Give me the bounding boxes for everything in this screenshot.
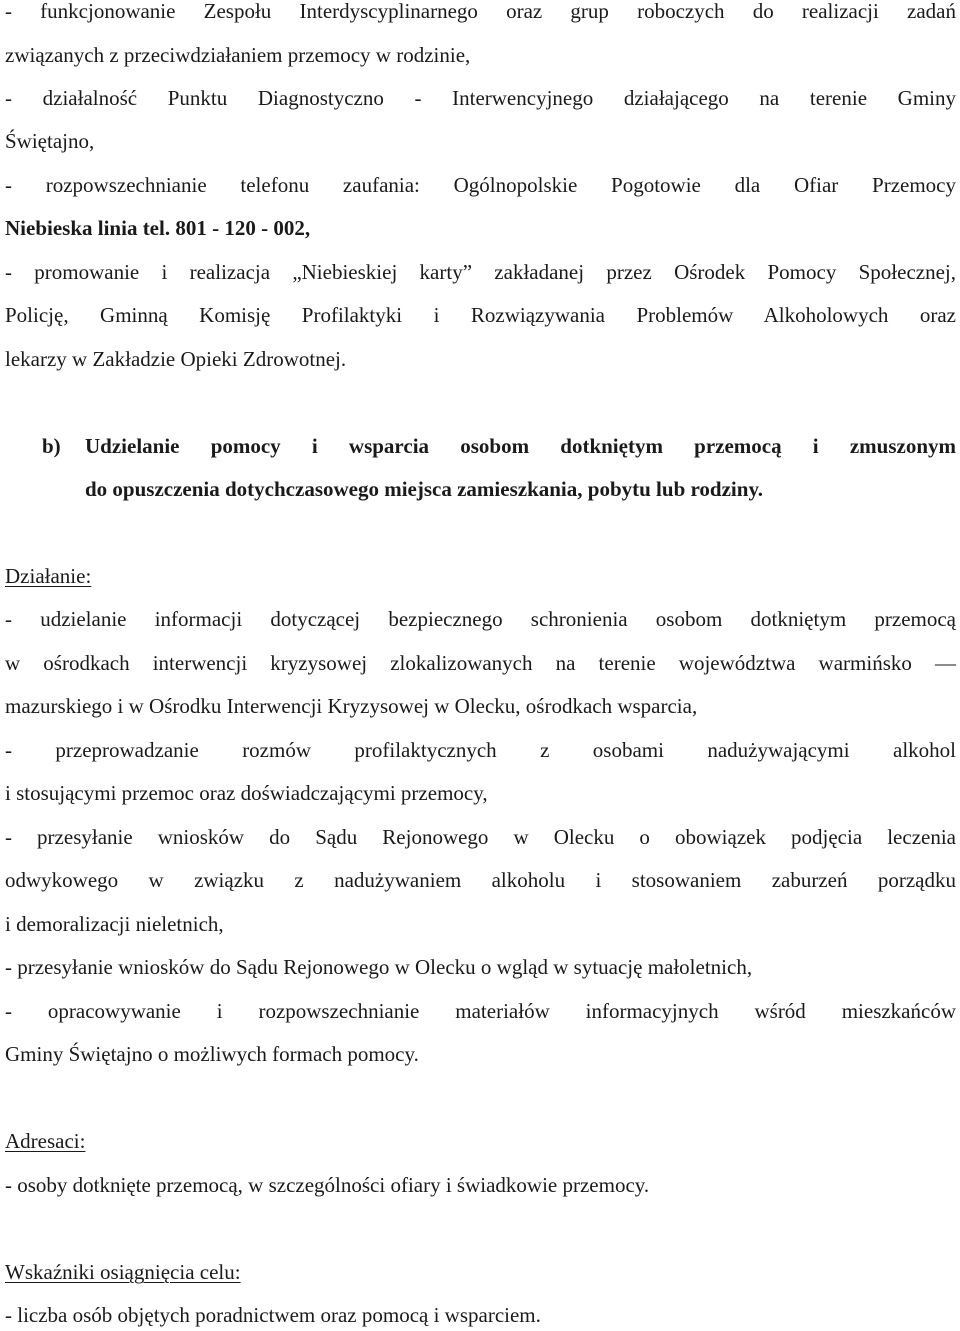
text-line: i stosującymi przemoc oraz doświadczającymi przemocy, [5,781,488,805]
section-b-heading-line2: do opuszczenia dotychczasowego miejsca zamieszkania, pobytu lub rodziny. [85,477,764,501]
text-line: - funkcjonowanie Zespołu Interdyscyplinarnego oraz grup roboczych do realizacji zadań [5,0,956,23]
section-b-heading-line1: Udzielanie pomocy i wsparcia osobom dotkniętym przemocą i zmuszonym [85,434,956,458]
text-line: Gminy Świętajno o możliwych formach pomocy. [5,1042,419,1066]
text-line: Policję, Gminną Komisję Profilaktyki i Rozwiązywania Problemów Alkoholowych oraz [5,303,956,327]
text-line: - promowanie i realizacja „Niebieskiej karty” zakładanej przez Ośrodek Pomocy Społecznej, [5,260,956,284]
text-line: w ośrodkach interwencji kryzysowej zlokalizowanych na terenie województwa warmińsko — [5,651,956,675]
wskazniki-text: - liczba osób objętych poradnictwem oraz pomocą i wsparciem. [5,1303,541,1327]
text-line: - działalność Punktu Diagnostyczno - Interwencyjnego działającego na terenie Gminy [5,86,956,110]
text-line: - opracowywanie i rozpowszechnianie materiałów informacyjnych wśród mieszkańców [5,999,956,1023]
section-b-marker: b) [42,434,61,458]
text-line: - udzielanie informacji dotyczącej bezpiecznego schronienia osobom dotkniętym przemocą [5,607,956,631]
section-b-heading [5,431,956,461]
wskazniki-label-text: Wskaźniki osiągnięcia celu: [5,1260,241,1284]
adresaci-label-text: Adresaci: [5,1129,86,1153]
wskazniki-label [5,1257,956,1287]
text-line: - przesyłanie wniosków do Sądu Rejonowego w Olecku o wgląd w sytuację małoletnich, [5,955,753,979]
text-line: mazurskiego i w Ośrodku Interwencji Kryzysowej w Olecku, ośrodkach wsparcia, [5,694,698,718]
text-line: odwykowego w związku z nadużywaniem alkoholu i stosowaniem zaburzeń porządku [5,868,956,892]
dzialanie-label [5,561,956,591]
text-line: Świętajno, [5,129,95,153]
text-line: - przeprowadzanie rozmów profilaktycznych z osobami nadużywającymi alkohol [5,738,956,762]
text-line: - rozpowszechnianie telefonu zaufania: Ogólnopolskie Pogotowie dla Ofiar Przemocy [5,173,956,197]
dzialanie-label-text: Działanie: [5,564,92,588]
adresaci-text: - osoby dotknięte przemocą, w szczególności ofiary i świadkowie przemocy. [5,1173,650,1197]
hotline-number: Niebieska linia tel. 801 - 120 - 002, [5,216,311,240]
text-line: lekarzy w Zakładzie Opieki Zdrowotnej. [5,347,347,371]
text-line: związanych z przeciwdziałaniem przemocy w rodzinie, [5,43,471,67]
adresaci-label [5,1126,956,1156]
text-line: i demoralizacji nieletnich, [5,912,224,936]
section-b-heading-cont [5,474,956,504]
text-line: - przesyłanie wniosków do Sądu Rejonowego w Olecku o obowiązek podjęcia leczenia [5,825,956,849]
